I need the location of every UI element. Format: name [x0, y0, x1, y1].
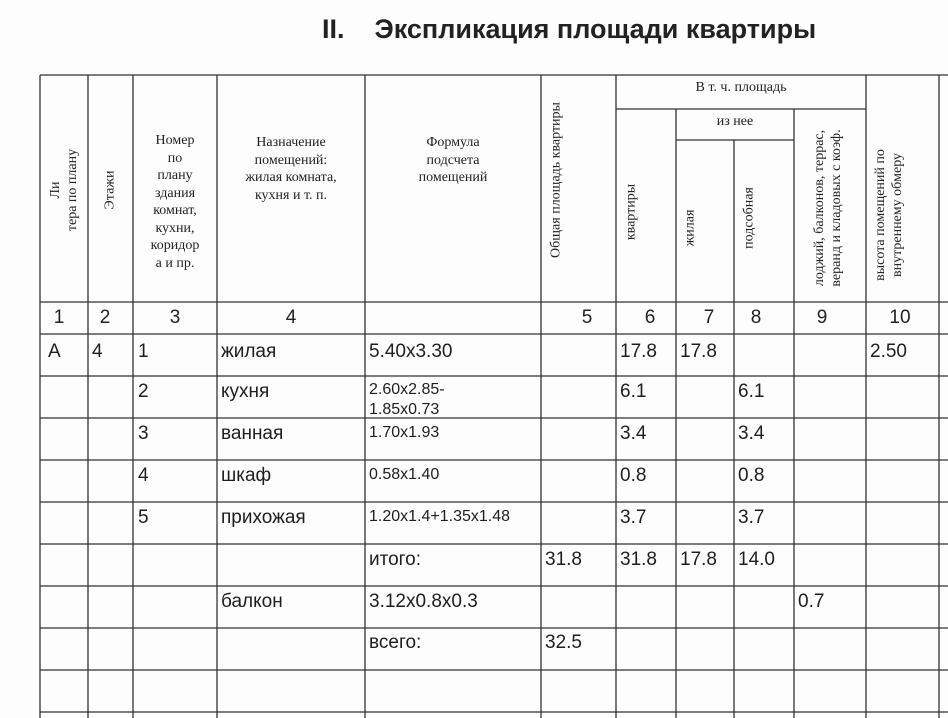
cell-aux: 14.0 [738, 549, 775, 570]
cell-loggia: 0.7 [798, 591, 825, 612]
cell-aux: 0.8 [738, 465, 765, 486]
cell-apartment: 31.8 [620, 549, 657, 570]
cell-floor: 4 [92, 341, 103, 362]
header-purpose: Назначение помещений: жилая комната, кухня и т. п. [245, 135, 337, 203]
cell-formula: всего: [369, 632, 422, 653]
cell-apartment: 3.7 [620, 507, 647, 528]
cell-purpose: балкон [221, 591, 283, 612]
cell-apartment: 6.1 [620, 381, 647, 402]
cell-num: 4 [138, 465, 149, 486]
cell-aux: 3.7 [738, 507, 765, 528]
cell-purpose: жилая [221, 341, 277, 362]
header-incl-area: В т. ч. площадь [695, 80, 787, 95]
header-formula: Формула подсчета помещений [418, 135, 488, 185]
header-living: жилая [682, 209, 698, 247]
col-number: 5 [581, 307, 593, 328]
col-number: 7 [703, 307, 715, 328]
cell-apartment: 17.8 [620, 341, 657, 362]
col-number: 2 [99, 307, 111, 328]
cell-formula: 0.58x1.40 [369, 466, 440, 483]
section-number: II. [322, 14, 345, 44]
cell-apartment: 0.8 [620, 465, 647, 486]
cell-formula: 5.40x3.30 [369, 341, 453, 362]
cell-aux: 6.1 [738, 381, 765, 402]
col-number: 10 [889, 307, 911, 328]
cell-total: 31.8 [545, 549, 582, 570]
col-number: 4 [285, 307, 297, 328]
cell-purpose: прихожая [221, 507, 306, 528]
header-floors: Этажи [102, 170, 118, 210]
cell-height: 2.50 [870, 341, 907, 362]
cell-formula: 3.12x0.8x0.3 [369, 591, 478, 612]
cell-formula: 2.60x2.85- 1.85x0.73 [369, 381, 445, 418]
col-number: 3 [169, 307, 181, 328]
cell-formula: итого: [369, 549, 422, 570]
header-auxiliary: подсобная [741, 187, 757, 249]
header-height: высота помещений по внутреннему обмеру [873, 149, 905, 281]
cell-living: 17.8 [680, 549, 717, 570]
cell-purpose: шкаф [221, 465, 272, 486]
section-title: Экспликация площади квартиры [374, 14, 817, 44]
col-number: 9 [816, 307, 828, 328]
cell-num: 5 [138, 507, 149, 528]
cell-aux: 3.4 [738, 423, 765, 444]
cell-num: 3 [138, 423, 149, 444]
cell-num: 1 [138, 341, 149, 362]
cell-formula: 1.70x1.93 [369, 424, 440, 441]
cell-total: 32.5 [545, 632, 582, 653]
cell-purpose: ванная [221, 423, 284, 444]
header-of-which: из нее [716, 114, 754, 129]
cell-formula: 1.20x1.4+1.35x1.48 [369, 508, 511, 525]
header-apartment: квартиры [623, 183, 639, 241]
cell-apartment: 3.4 [620, 423, 647, 444]
cell-num: 2 [138, 381, 149, 402]
header-room-number: Номер по плану здания комнат, кухни, коридор а и пр. [150, 133, 200, 271]
header-total-area: Общая площадь квартиры [548, 102, 564, 258]
cell-living: 17.8 [680, 341, 717, 362]
col-number: 1 [53, 307, 65, 328]
cell-litera: А [48, 341, 61, 362]
col-number: 8 [750, 307, 762, 328]
header-loggias: лоджий, балконов, террас, веранд и кладовых с коэф. [812, 129, 844, 287]
header-litera: Ли тера по плану [48, 148, 80, 232]
col-number: 6 [644, 307, 656, 328]
cell-purpose: кухня [221, 381, 270, 402]
